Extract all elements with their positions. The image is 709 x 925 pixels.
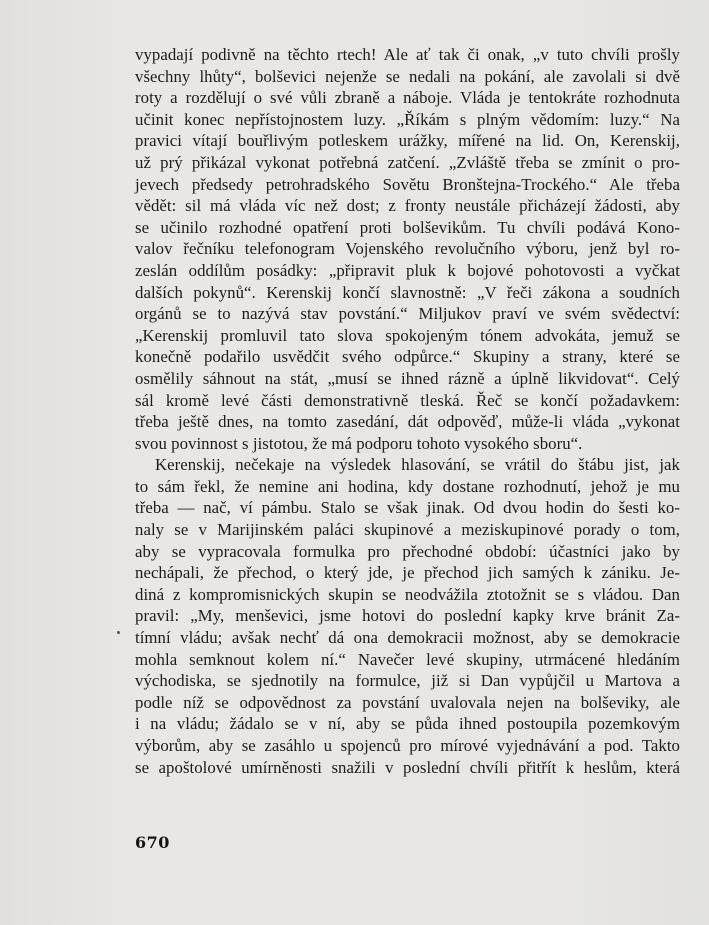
text-line: učinit konec nepřístojnostem luzy. „Říkám s plným vědomím: luzy.“ Na — [135, 109, 680, 129]
text-line: orgánů se to nazývá stav povstání.“ Miljukov praví ve svém svědectví: — [135, 304, 680, 324]
text-line: roty a rozdělují o své vůli zbraně a náboje. Vláda je tentokráte rozhodnuta — [135, 88, 680, 108]
text-line: všechny lhůty“, bolševici nejenže se nedali na pokání, ale zavolali si dvě — [135, 66, 680, 86]
text-line: pravici vítají bouřlivým potleskem urážky, mířené na lid. On, Kerenskij, — [135, 131, 680, 151]
text-line: třeba ještě dnes, na tomto zasedání, dát odpověď, může-li vláda „vykonat — [135, 412, 680, 432]
text-line: výborům, aby se zasáhlo u spojenců pro mírové vyjednávání a pod. Takto — [135, 736, 680, 755]
text-line: Kerenskij, nečekaje na výsledek hlasování, se vrátil do štábu jist, jak — [155, 455, 680, 475]
text-line: nechápali, že přechod, o který jde, je přechod jich samých k zániku. Je- — [135, 563, 680, 583]
text-line: pravil: „My, menševici, jsme hotovi do poslední kapky krve bránit Za- — [135, 606, 680, 626]
text-line: se učinilo rozhodné opatření proti bolševikům. Tu chvíli podává Kono- — [135, 217, 680, 237]
text-line: dalších pokynů“. Kerenskij končí slavnostně: „V řeči zákona a soudních — [135, 282, 680, 302]
text-line: naly se v Marijinském paláci skupinové a meziskupinové porady o tom, — [135, 520, 680, 540]
paragraph-2 — [135, 454, 680, 778]
text-line: vypadají podivně na těchto rtech! Ale ať tak či onak, „v tuto chvíli prošly — [135, 45, 680, 64]
text-line: třeba — nač, ví pámbu. Stalo se však jinak. Od dvou hodin do šesti ko- — [135, 498, 680, 518]
text-line: diná z kompromisnických skupin se neodvážila ztotožnit se s vládou. Dan — [135, 584, 680, 604]
body-text — [135, 44, 680, 778]
text-line: tímní vládu; avšak nechť dá ona demokracii možnost, aby se demokracie — [135, 628, 680, 648]
text-line: svou povinnost s jistotou, že má podporu tohoto vysokého sboru“. — [135, 433, 583, 453]
text-line: mohla semknout kolem ní.“ Navečer levé skupiny, utrmácené hledáním — [135, 649, 680, 669]
page-number: 670 — [135, 833, 170, 852]
text-line: vědět: sil má vláda víc než dost; z fronty neustále přicházejí žádosti, aby — [135, 196, 680, 216]
text-line: konečně podařilo usvědčit svého odpůrce.“ Skupiny a strany, které se — [135, 347, 680, 367]
text-line: osmělily sáhnout na stát, „musí se ihned rázně a úplně likvidovat“. Celý — [135, 368, 680, 388]
text-line: se apoštolové umírněnosti snažili v poslední chvíli přitřít k heslům, která — [135, 757, 680, 777]
text-line: to sám řekl, že nemine ani hodina, kdy dostane rozhodnutí, jehož je mu — [135, 476, 680, 496]
text-line: jevech předsedy petrohradského Sovětu Bronštejna-Trockého.“ Ale třeba — [135, 174, 680, 194]
text-line: i na vládu; žádalo se v ní, aby se půda ihned postoupila pozemkovým — [135, 714, 680, 734]
text-line: východiska, se sjednotily na formulce, již si Dan vypůjčil u Martova a — [135, 671, 680, 691]
text-line: „Kerenskij promluvil tato slova spokojeným tónem advokáta, jemuž se — [135, 325, 680, 345]
paragraph-1 — [135, 44, 680, 454]
text-line: zeslán oddílům posádky: „připravit pluk k bojové pohotovosti a vyčkat — [135, 260, 680, 280]
print-speck — [117, 631, 120, 634]
text-line: podle níž se odpovědnost za povstání uvalovala nejen na bolševiky, ale — [135, 692, 680, 712]
text-line: valov řečníku telefonogram Vojenského revolučního výboru, jenž byl ro- — [135, 239, 680, 259]
text-line: už prý přikázal vykonat potřebná zatčení. „Zvláště třeba se zmínit o pro- — [135, 152, 680, 172]
text-line: sál kromě levé části demonstrativně tleská. Řeč se končí požadavkem: — [135, 390, 680, 410]
text-line: aby se vypracovala formulka pro přechodné období: účastníci jako by — [135, 541, 680, 561]
